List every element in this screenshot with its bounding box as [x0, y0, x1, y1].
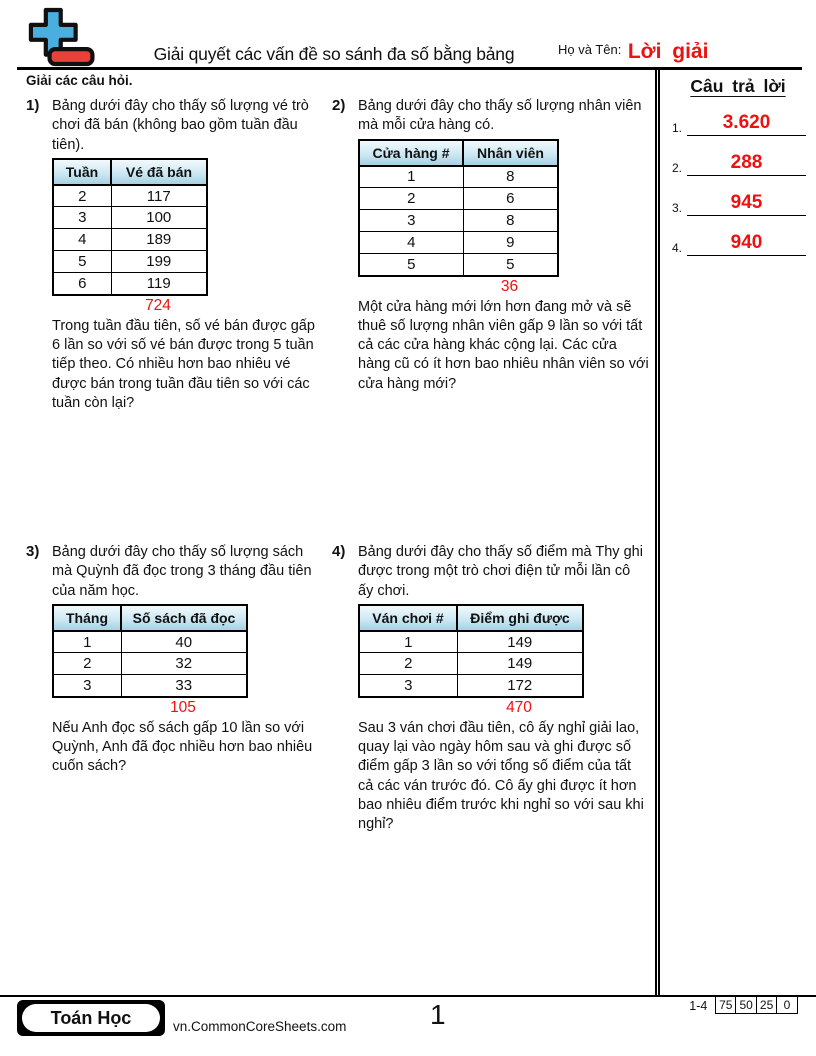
- table-cell: 100: [111, 207, 207, 229]
- table-cell: 5: [359, 254, 463, 276]
- table-cell: 33: [121, 675, 247, 697]
- score-box-50: 50: [735, 996, 757, 1014]
- table-cell: 3: [359, 210, 463, 232]
- content: [0, 70, 816, 995]
- table-cell: 6: [53, 273, 111, 295]
- problem-number: 1): [26, 97, 40, 114]
- problem-number: 3): [26, 543, 40, 560]
- worksheet-title: Giải quyết các vấn đề so sánh đa số bằng bảng: [153, 44, 515, 64]
- answer-item-2: [672, 153, 806, 176]
- table-header-cell: Nhân viên: [463, 140, 558, 166]
- table-header-row: [53, 159, 207, 185]
- table-row: [359, 188, 558, 210]
- table-cell: 40: [121, 631, 247, 653]
- table-cell: 4: [359, 232, 463, 254]
- table-row: [359, 653, 583, 675]
- table-header-cell: Tuần: [53, 159, 111, 185]
- header-rule: [17, 67, 802, 70]
- answer-value: 288: [730, 151, 763, 173]
- problem-intro: Bảng dưới đây cho thấy số lượng sách mà Quỳnh đã đọc trong 3 tháng đầu tiên của năm học.: [52, 544, 312, 599]
- work-answer: 724: [145, 296, 171, 314]
- table-header-cell: Số sách đã đọc: [121, 605, 247, 631]
- answer-value: 940: [730, 231, 763, 253]
- table-cell: 2: [53, 653, 121, 675]
- table-row: [53, 251, 207, 273]
- table-cell: 8: [463, 166, 558, 188]
- problem-2: [332, 97, 655, 543]
- problem-question: Nếu Anh đọc số sách gấp 10 lần so với Quỳnh, Anh đã đọc nhiều hơn bao nhiêu cuốn sách?: [52, 719, 313, 775]
- answer-key-label: Lời giải: [627, 40, 709, 63]
- problem-question: Một cửa hàng mới lớn hơn đang mở và sẽ thuê số lượng nhân viên gấp 9 lần so với tất cả các cửa hàng khác cộng lại. Các cửa hàng cũ có ít hơn bao nhiêu nhân viên so với cửa hàng mới?: [358, 298, 649, 392]
- main-column: [0, 70, 655, 995]
- table-row: [53, 207, 207, 229]
- table-cell: 117: [111, 185, 207, 207]
- table-cell: 172: [457, 675, 583, 697]
- problems-grid: [26, 97, 655, 835]
- table-cell: 119: [111, 273, 207, 295]
- table-cell: 1: [359, 166, 463, 188]
- data-table: [52, 604, 248, 698]
- answers-title: Câu trả lời: [690, 76, 786, 96]
- work-answer: 36: [500, 277, 519, 295]
- table-header-cell: Ván chơi #: [359, 605, 457, 631]
- problem-intro: Bảng dưới đây cho thấy số điểm mà Thy ghi được trong một trò chơi điện tử mỗi lần cô ấy chơi.: [358, 544, 643, 599]
- table-cell: 2: [359, 188, 463, 210]
- data-table: [358, 139, 559, 277]
- table-cell: 149: [457, 653, 583, 675]
- table-header-row: [359, 605, 583, 631]
- table-cell: 3: [53, 207, 111, 229]
- table-cell: 2: [53, 185, 111, 207]
- problem-number: 2): [332, 97, 346, 114]
- table-header-row: [359, 140, 558, 166]
- problem-body: [358, 97, 649, 543]
- subject-badge-label: Toán Học: [22, 1004, 160, 1032]
- answer-blank: [687, 153, 806, 176]
- table-row: [53, 185, 207, 207]
- problem-3: [26, 543, 332, 835]
- table-row: [359, 254, 558, 276]
- score-bar: [689, 996, 798, 1014]
- answer-blank: [687, 233, 806, 256]
- table-row: [53, 273, 207, 295]
- subject-badge: [17, 1000, 165, 1036]
- answer-number: 4.: [672, 240, 683, 255]
- score-box-0: 0: [776, 996, 798, 1014]
- table-header-cell: Cửa hàng #: [359, 140, 463, 166]
- answer-number: 1.: [672, 120, 683, 135]
- problem-1: [26, 97, 332, 543]
- table-row: [359, 166, 558, 188]
- answer-item-3: [672, 193, 806, 216]
- problem-body: [52, 543, 326, 835]
- table-row: [359, 675, 583, 697]
- table-cell: 5: [53, 251, 111, 273]
- site-url: vn.CommonCoreSheets.com: [173, 1019, 347, 1034]
- table-cell: 4: [53, 229, 111, 251]
- table-header-cell: Điểm ghi được: [457, 605, 583, 631]
- table-row: [359, 232, 558, 254]
- table-cell: 9: [463, 232, 558, 254]
- footer: [0, 995, 816, 1056]
- table-cell: 1: [359, 631, 457, 653]
- table-cell: 189: [111, 229, 207, 251]
- table-row: [53, 631, 247, 653]
- problem-intro: Bảng dưới đây cho thấy số lượng nhân viên mà mỗi cửa hàng có.: [358, 98, 642, 134]
- name-label: Họ và Tên:: [558, 42, 622, 57]
- table-row: [359, 210, 558, 232]
- problem-body: [52, 97, 326, 543]
- table-row: [53, 653, 247, 675]
- table-cell: 8: [463, 210, 558, 232]
- instruction: Giải các câu hỏi.: [26, 73, 133, 88]
- plus-minus-logo-icon: [16, 5, 98, 69]
- table-cell: 3: [53, 675, 121, 697]
- table-cell: 149: [457, 631, 583, 653]
- answer-blank: [687, 113, 806, 136]
- header: [0, 0, 816, 70]
- page-number: 1: [430, 999, 446, 1030]
- answer-blank: [687, 193, 806, 216]
- table-cell: 2: [359, 653, 457, 675]
- data-table: [358, 604, 584, 698]
- table-header-cell: Tháng: [53, 605, 121, 631]
- data-table: [52, 158, 208, 296]
- problem-question: Trong tuần đầu tiên, số vé bán được gấp 6 lần so với số vé bán được trong 5 tuần tiếp theo. Có nhiều hơn bao nhiêu vé được bán trong tuần đầu tiên so với các tuần còn lại?: [52, 317, 315, 411]
- score-box-75: 75: [715, 996, 737, 1014]
- table-header-row: [53, 605, 247, 631]
- problem-question: Sau 3 ván chơi đầu tiên, cô ấy nghỉ giải lao, quay lại vào ngày hôm sau và ghi được số điểm gấp 3 lần so với tổng số điểm của tất cả các ván trước đó. Cô ấy ghi được ít hơn bao nhiêu điểm trước khi nghỉ so với sau khi nghỉ?: [358, 719, 644, 833]
- table-cell: 6: [463, 188, 558, 210]
- problem-4: [332, 543, 655, 835]
- problem-body: [358, 543, 649, 835]
- work-answer: 105: [170, 698, 196, 716]
- answer-number: 3.: [672, 200, 683, 215]
- problem-number: 4): [332, 543, 346, 560]
- table-cell: 3: [359, 675, 457, 697]
- answers-panel: [655, 70, 816, 995]
- answer-value: 3.620: [722, 112, 771, 133]
- table-row: [53, 229, 207, 251]
- answer-item-1: [672, 113, 806, 136]
- name-area: [558, 40, 708, 64]
- table-cell: 5: [463, 254, 558, 276]
- problem-range: 1-4: [689, 999, 708, 1013]
- answer-value: 945: [730, 191, 763, 213]
- table-cell: 199: [111, 251, 207, 273]
- work-answer: 470: [506, 698, 532, 716]
- table-row: [359, 631, 583, 653]
- answer-number: 2.: [672, 160, 683, 175]
- table-cell: 1: [53, 631, 121, 653]
- table-cell: 32: [121, 653, 247, 675]
- score-box-25: 25: [756, 996, 778, 1014]
- problem-intro: Bảng dưới đây cho thấy số lượng vé trò chơi đã bán (không bao gồm tuần đầu tiên).: [52, 98, 309, 153]
- table-header-cell: Vé đã bán: [111, 159, 207, 185]
- table-row: [53, 675, 247, 697]
- answer-item-4: [672, 233, 806, 256]
